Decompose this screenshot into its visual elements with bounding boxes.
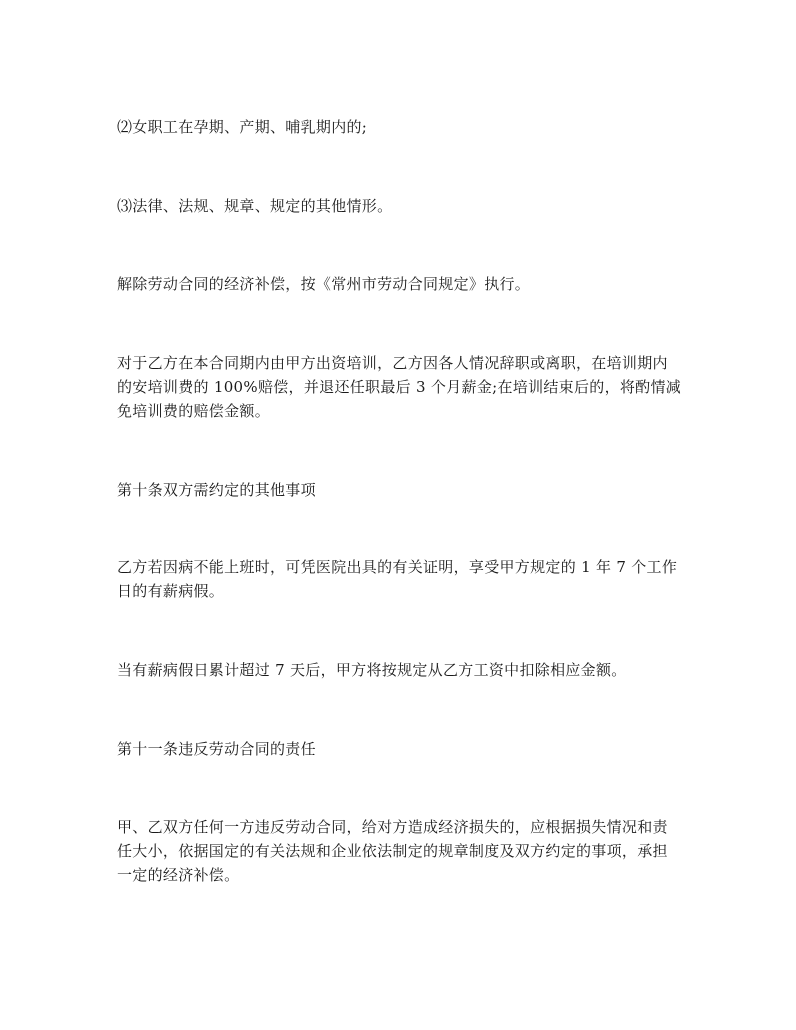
paragraph-paid-sick-leave bbox=[117, 555, 683, 603]
text-line: 第十条双方需约定的其他事项 bbox=[117, 481, 316, 499]
paragraph-economic-compensation bbox=[117, 272, 683, 296]
text-line: 解除劳动合同的经济补偿，按《常州市劳动合同规定》执行。 bbox=[117, 275, 531, 293]
text-line: 第十一条违反劳动合同的责任 bbox=[117, 740, 316, 758]
text-line: 任大小，依据国定的有关法规和企业依法制定的规章制度及双方约定的事项，承担 bbox=[117, 842, 668, 860]
text-line: 乙方若因病不能上班时，可凭医院出具的有关证明，享受甲方规定的 1 年 7 个工作 bbox=[117, 558, 678, 576]
text-line: 免培训费的赔偿金额。 bbox=[117, 402, 271, 420]
text-line: 甲、乙双方任何一方违反劳动合同，给对方造成经济损失的，应根据损失情况和责 bbox=[117, 818, 668, 836]
paragraph-female-employee-clause bbox=[117, 115, 683, 139]
paragraph-other-circumstances-clause bbox=[117, 194, 683, 218]
text-line: ⑶法律、法规、规章、规定的其他情形。 bbox=[117, 197, 393, 215]
text-line: 的安培训费的 100%赔偿，并退还任职最后 3 个月薪金;在培训结束后的，将酌情减 bbox=[117, 378, 682, 396]
text-line: 对于乙方在本合同期内由甲方出资培训，乙方因各人情况辞职或离职，在培训期内 bbox=[117, 354, 668, 372]
section-heading-article-11 bbox=[117, 737, 683, 761]
text-line: 一定的经济补偿。 bbox=[117, 866, 240, 884]
paragraph-training-compensation bbox=[117, 351, 683, 423]
paragraph-breach-liability bbox=[117, 815, 683, 887]
text-line: ⑵女职工在孕期、产期、哺乳期内的; bbox=[117, 118, 368, 136]
paragraph-sick-leave-deduction bbox=[117, 658, 683, 682]
text-line: 日的有薪病假。 bbox=[117, 582, 225, 600]
section-heading-article-10 bbox=[117, 478, 683, 502]
text-line: 当有薪病假日累计超过 7 天后，甲方将按规定从乙方工资中扣除相应金额。 bbox=[117, 661, 627, 679]
